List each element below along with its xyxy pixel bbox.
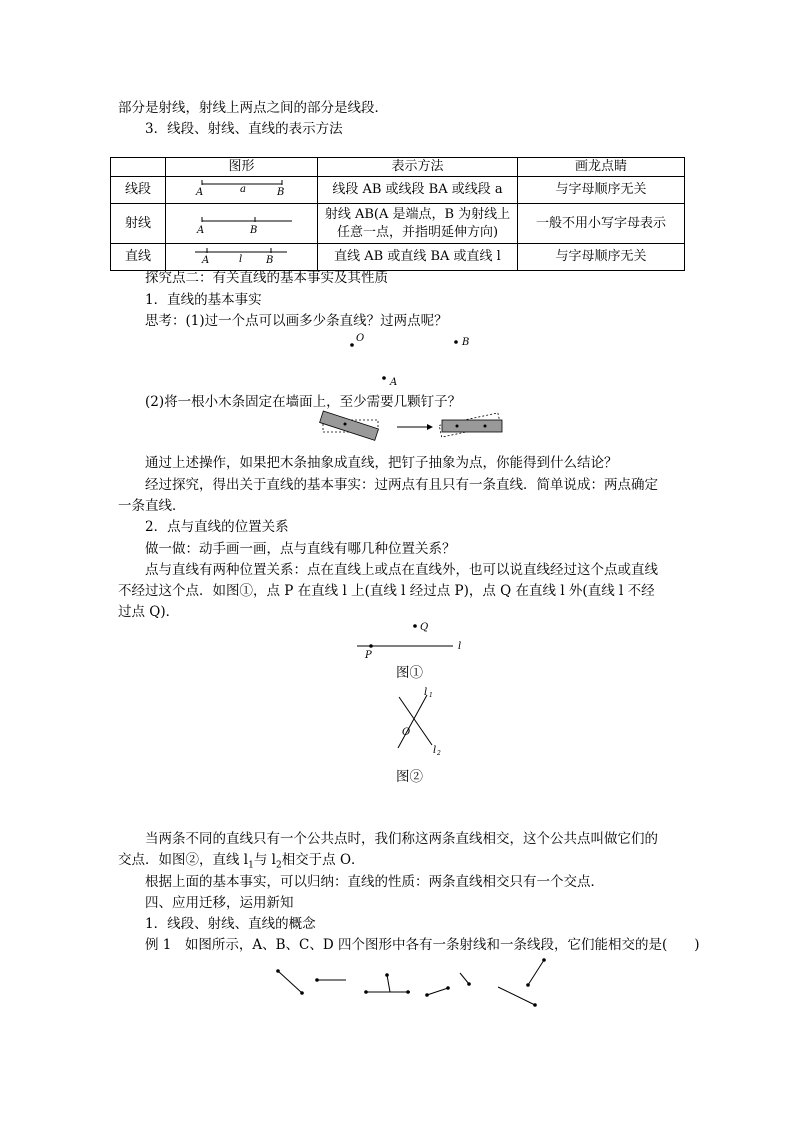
table-row — [111, 177, 685, 204]
points-figure — [340, 330, 480, 390]
label-l2-sub: 2 — [437, 750, 441, 757]
label-O: O — [356, 333, 365, 344]
subscript: 1 — [248, 860, 254, 871]
do-it-prompt: 做一做：动手画一画，点与直线有哪几种位置关系？ — [145, 541, 456, 557]
label-B: B — [265, 255, 273, 264]
line-figure — [167, 244, 317, 264]
figure-2 — [390, 685, 450, 760]
label-A: A — [195, 187, 203, 197]
table-row — [111, 244, 685, 271]
conclusion-question: 通过上述操作，如果把木条抽象成直线，把钉子抽象为点，你能得到什么结论？ — [145, 455, 618, 471]
segment-figure — [167, 177, 317, 197]
label-B: B — [249, 224, 257, 236]
method-line: 任意一点，并指明延伸方向) — [336, 224, 499, 240]
position-paragraph-line-3: 过点 Q)． — [118, 604, 180, 620]
text-part: 交点．如图②，直线 l — [118, 852, 249, 868]
label-l: l — [458, 641, 462, 652]
segment-figure-cell — [166, 177, 318, 204]
table-header-cell: 画龙点睛 — [518, 158, 685, 177]
label-a: a — [239, 184, 246, 195]
position-paragraph-line-1: 点与直线有两种位置关系：点在直线上或点在直线外，也可以说直线经过这个点或直线 — [145, 562, 658, 578]
section-3-title: 3．线段、射线、直线的表示方法 — [145, 121, 343, 137]
label-O: O — [402, 727, 411, 738]
row-name: 直线 — [111, 244, 166, 271]
label-A: A — [196, 224, 204, 236]
representation-table — [110, 157, 685, 271]
label-B: B — [276, 187, 284, 197]
intersect-paragraph-line-1: 当两条不同的直线只有一个公共点时，我们称这两条直线相交，这个公共点叫做它们的 — [145, 831, 658, 847]
subsection-2-title: 2．点与直线的位置关系 — [145, 519, 289, 535]
text-part: 相交于点 O． — [281, 852, 365, 868]
explore-2-title: 探究点二：有关直线的基本事实及其性质 — [145, 270, 388, 286]
think-question-1: 思考：(1)过一个点可以画多少条直线？过两点呢？ — [145, 313, 448, 329]
label-Q: Q — [420, 622, 429, 633]
nail-stick-figure — [315, 410, 510, 445]
label-B: B — [462, 337, 470, 348]
label-P: P — [365, 650, 372, 658]
table-row — [111, 204, 685, 244]
row-name: 射线 — [111, 204, 166, 244]
figure-2-caption: 图② — [396, 769, 423, 785]
row-method: 直线 AB 或直线 BA 或直线 l — [318, 244, 518, 271]
row-name: 线段 — [111, 177, 166, 204]
row-tip: 一般不用小写字母表示 — [518, 204, 685, 244]
table-header-row — [111, 158, 685, 177]
property-paragraph: 根据上面的基本事实，可以归纳：直线的性质：两条直线相交只有一个交点． — [145, 874, 604, 890]
text-part: 与 l — [253, 852, 276, 868]
line-figure-cell — [166, 244, 318, 271]
fact-paragraph-line-1: 经过探究，得出关于直线的基本事实：过两点有且只有一条直线．简单说成：两点确定 — [145, 477, 658, 493]
label-l: l — [238, 254, 242, 264]
section-4-subsection-1: 1．线段、射线、直线的概念 — [145, 916, 316, 932]
label-l2: l — [433, 745, 437, 756]
method-line: 射线 AB(A 是端点，B 为射线上 — [324, 206, 511, 222]
ray-figure-cell — [166, 204, 318, 244]
row-tip: 与字母顺序无关 — [518, 244, 685, 271]
table-header-cell — [111, 158, 166, 177]
fact-paragraph-line-2: 一条直线． — [118, 498, 186, 514]
label-l1: l — [424, 687, 428, 698]
figure-1 — [355, 618, 470, 658]
label-A: A — [201, 255, 209, 264]
ray-figure — [167, 206, 317, 236]
label-A: A — [390, 377, 398, 388]
think-question-2: (2)将一根小木条固定在墙面上，至少需要几颗钉子？ — [145, 394, 462, 410]
table-header-cell: 图形 — [166, 158, 318, 177]
row-tip: 与字母顺序无关 — [518, 177, 685, 204]
subscript: 2 — [275, 860, 282, 871]
intro-line: 部分是射线，射线上两点之间的部分是线段． — [118, 100, 388, 116]
table-header-cell: 表示方法 — [318, 158, 518, 177]
row-method: 线段 AB 或线段 BA 或线段 a — [318, 177, 518, 204]
example-1-options-figure — [270, 955, 550, 1010]
example-1: 例 1 如图所示，A、B、C、D 四个图形中各有一条射线和一条线段，它们能相交的是( ) — [145, 937, 700, 953]
figure-1-caption: 图① — [396, 665, 423, 681]
subsection-1-title: 1．直线的基本事实 — [145, 292, 262, 308]
row-method — [318, 204, 518, 244]
label-l1-sub: 1 — [429, 692, 433, 699]
section-4-title: 四、应用迁移，运用新知 — [145, 895, 294, 911]
position-paragraph-line-2: 不经过这个点．如图①，点 P 在直线 l 上(直线 l 经过点 P)，点 Q 在直线 l 外(直线 l 不经 — [118, 583, 655, 599]
